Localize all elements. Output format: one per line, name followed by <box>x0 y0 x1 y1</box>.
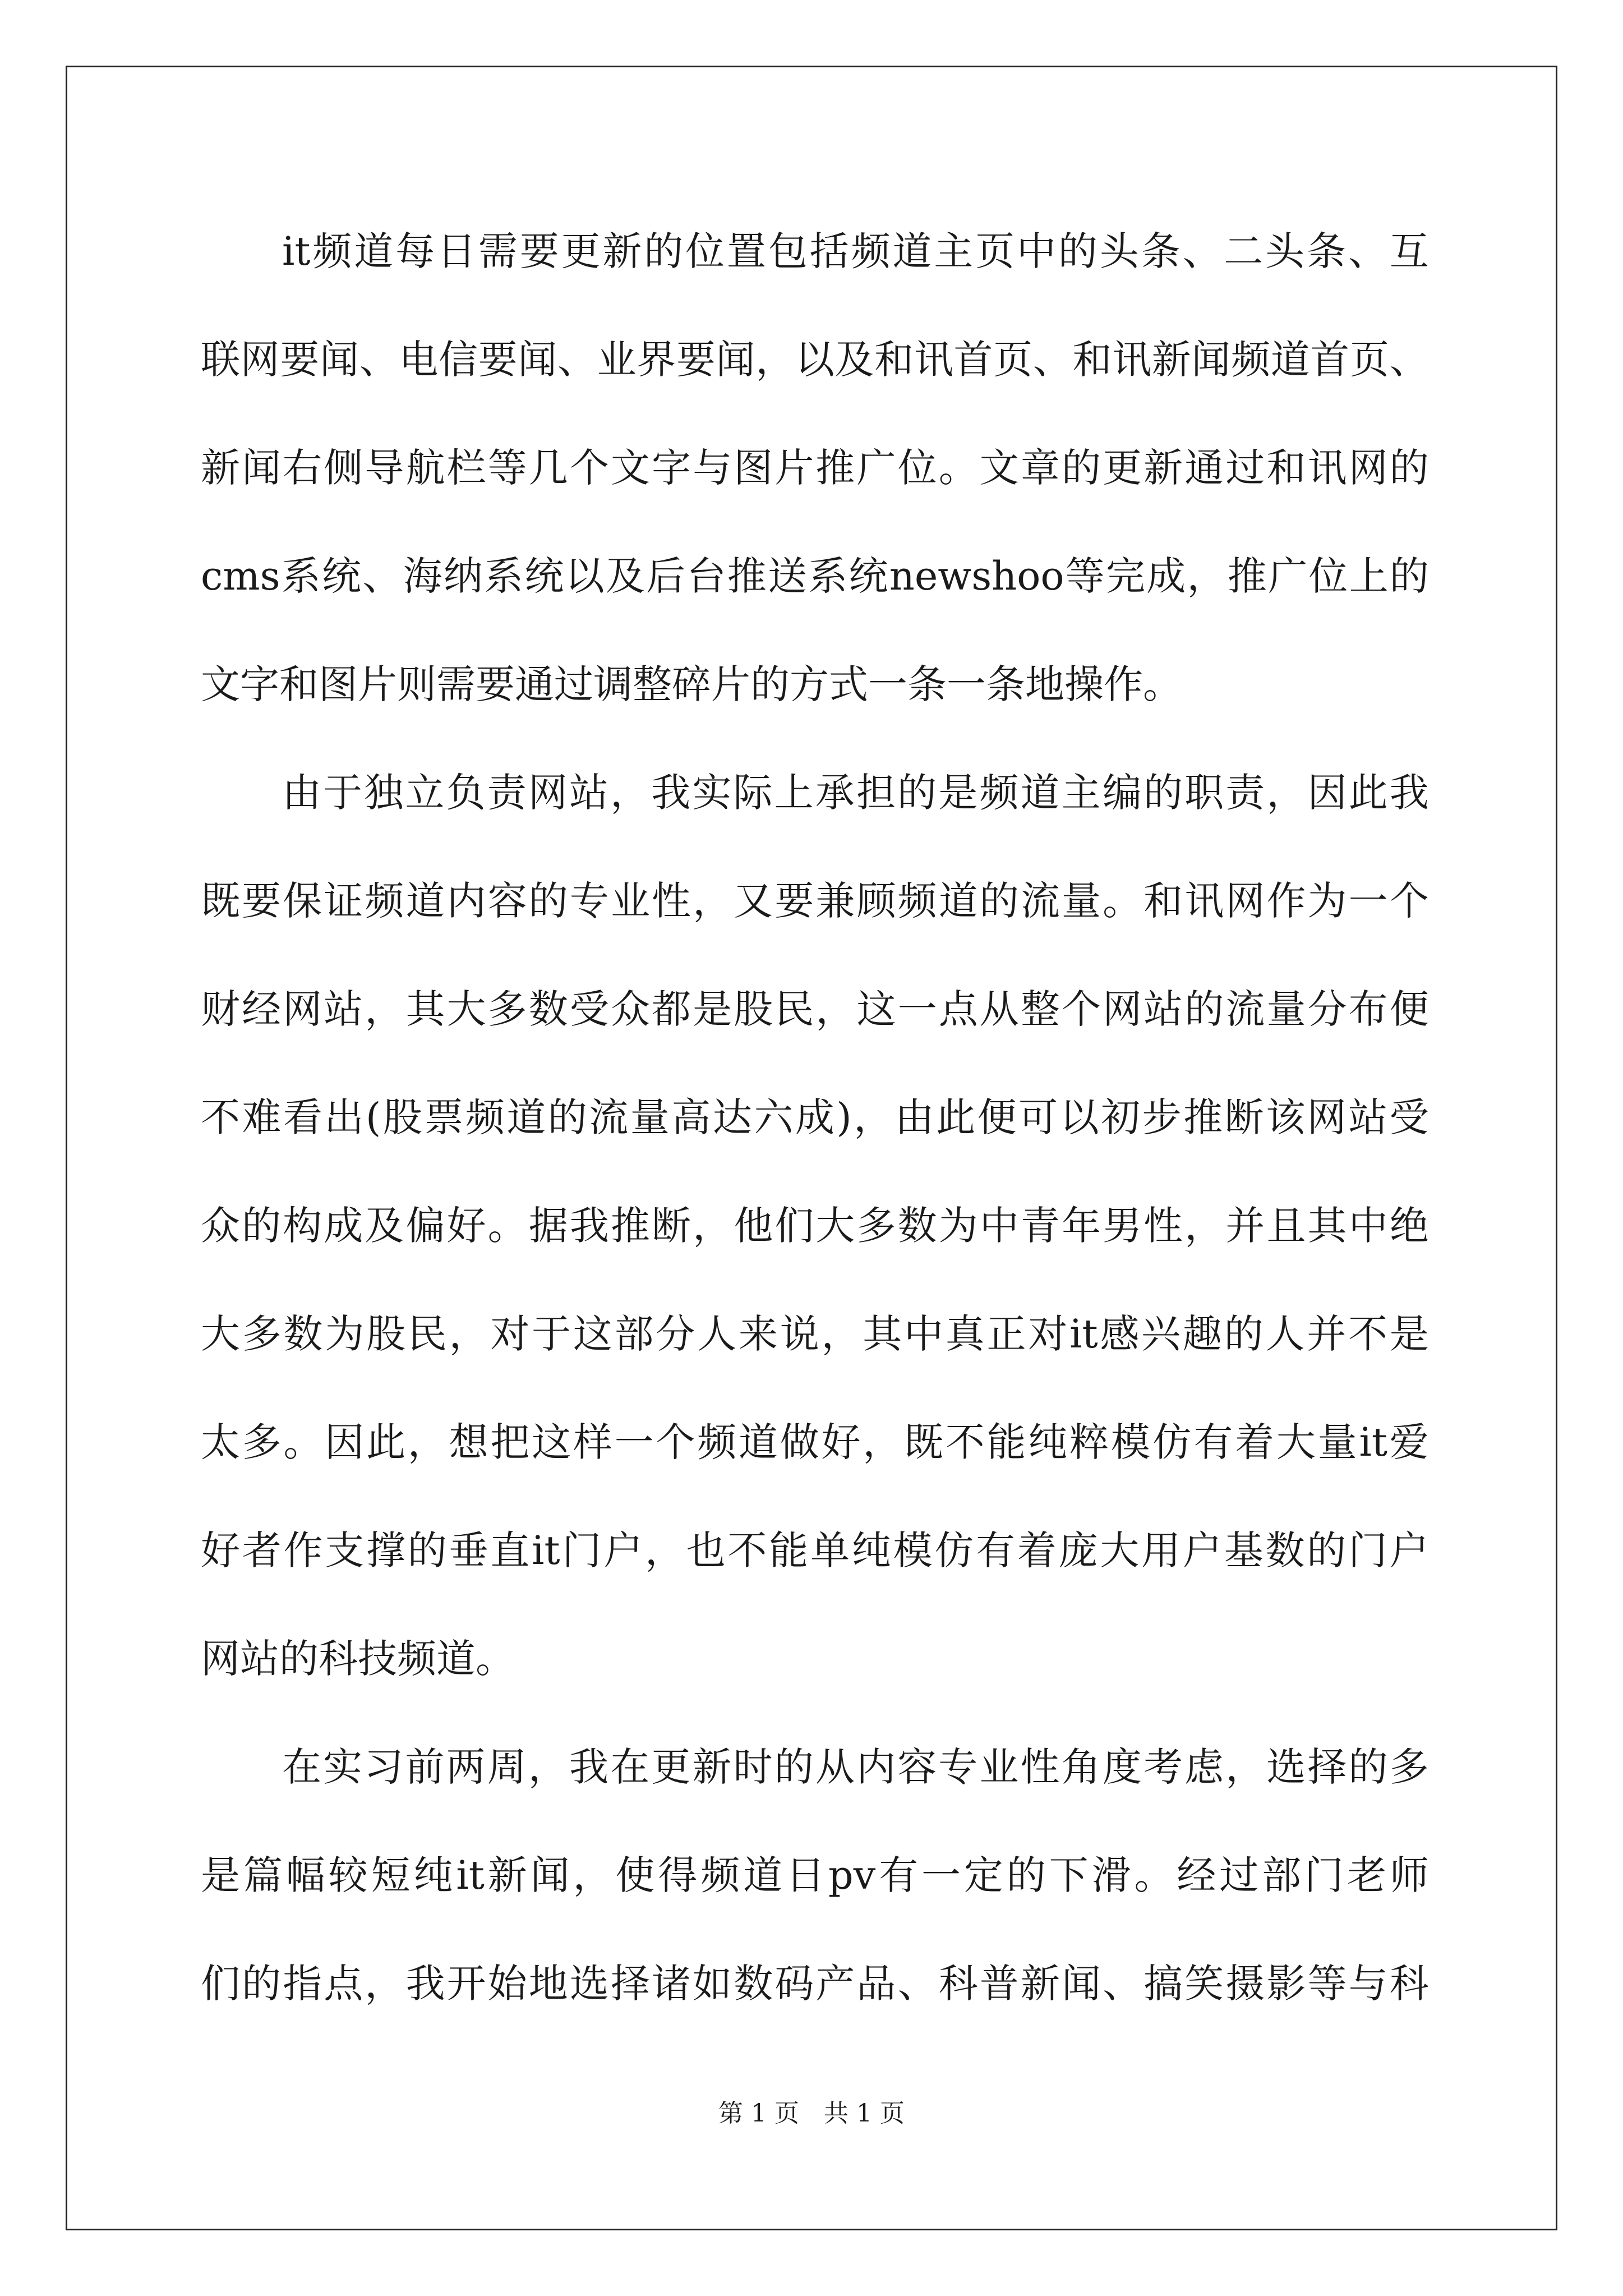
text-line: 不 难 看 出 ( 股 票 频 道 的 流 量 高 达 六 成 ) ， 由 此 便 可 以 初 步 推 断 该 网 站 受 <box>201 1094 1429 1140</box>
text-line: 太 多 。 因 此 ， 想 把 这 样 一 个 频 道 做 好 ， 既 不 能 纯 粹 模 仿 有 着 大 量 it 爱 <box>201 1419 1429 1465</box>
text-line: 是 篇 幅 较 短 纯 it 新 闻 ， 使 得 频 道 日 pv 有 一 定 的 下 滑 。 经 过 部 门 老 师 <box>201 1852 1429 1898</box>
page-number: 第 1 页 <box>718 2099 799 2128</box>
page-footer <box>0 2098 1623 2129</box>
text-line: 联 网 要 闻 、 电 信 要 闻 、 业 界 要 闻 ， 以 及 和 讯 首 页 、 和 讯 新 闻 频 道 首 页 、 <box>201 337 1429 383</box>
text-line: 在 实 习 前 两 周 ， 我 在 更 新 时 的 从 内 容 专 业 性 角 度 考 虑 ， 选 择 的 多 <box>282 1744 1429 1790</box>
text-line: 新 闻 右 侧 导 航 栏 等 几 个 文 字 与 图 片 推 广 位 。 文 章 的 更 新 通 过 和 讯 网 的 <box>201 445 1429 491</box>
text-line: 众 的 构 成 及 偏 好 。 据 我 推 断 ， 他 们 大 多 数 为 中 青 年 男 性 ， 并 且 其 中 绝 <box>201 1203 1429 1249</box>
text-line: 既 要 保 证 频 道 内 容 的 专 业 性 ， 又 要 兼 顾 频 道 的 流 量 。 和 讯 网 作 为 一 个 <box>201 878 1429 924</box>
text-line: 网站的科技频道。 <box>201 1636 515 1682</box>
text-line: 们 的 指 点 ， 我 开 始 地 选 择 诸 如 数 码 产 品 、 科 普 新 闻 、 搞 笑 摄 影 等 与 科 <box>201 1961 1429 2007</box>
document-body <box>201 224 1429 2065</box>
text-line: 好 者 作 支 撑 的 垂 直 it 门 户 ， 也 不 能 单 纯 模 仿 有 着 庞 大 用 户 基 数 的 门 户 <box>201 1527 1429 1573</box>
page-total: 共 1 页 <box>824 2099 905 2128</box>
text-line: 文字和图片则需要通过调整碎片的方式一条一条地操作。 <box>201 661 1182 707</box>
text-line: 大 多 数 为 股 民 ， 对 于 这 部 分 人 来 说 ， 其 中 真 正 对 it 感 兴 趣 的 人 并 不 是 <box>201 1311 1429 1357</box>
text-line: 财 经 网 站 ， 其 大 多 数 受 众 都 是 股 民 ， 这 一 点 从 整 个 网 站 的 流 量 分 布 便 <box>201 986 1429 1032</box>
text-line: it 频 道 每 日 需 要 更 新 的 位 置 包 括 频 道 主 页 中 的 头 条 、 二 头 条 、 互 <box>282 228 1429 274</box>
text-line: cms 系 统 、 海 纳 系 统 以 及 后 台 推 送 系 统 newshoo 等 完 成 ， 推 广 位 上 的 <box>201 553 1429 599</box>
text-line: 由 于 独 立 负 责 网 站 ， 我 实 际 上 承 担 的 是 频 道 主 编 的 职 责 ， 因 此 我 <box>282 770 1429 816</box>
